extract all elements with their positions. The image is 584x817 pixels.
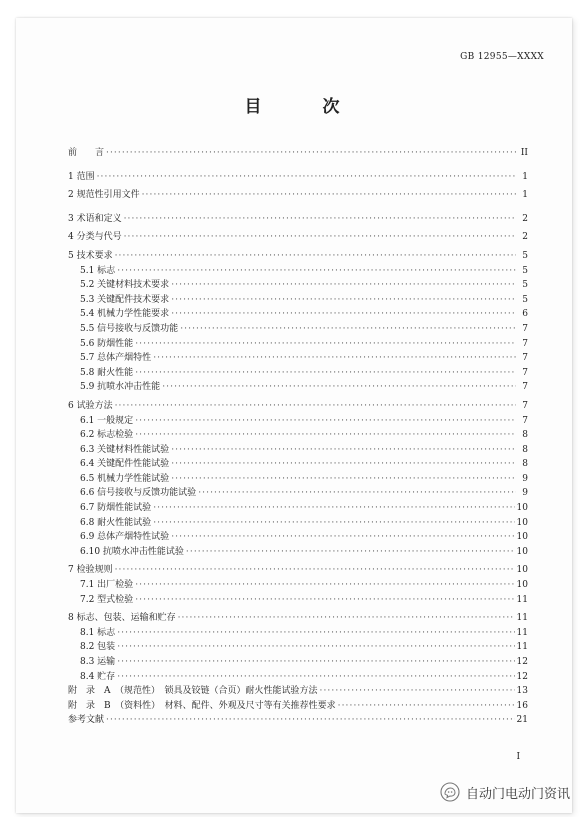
- toc-subentry[interactable]: [68, 516, 528, 531]
- watermark: [440, 782, 570, 802]
- toc-entry[interactable]: [68, 146, 528, 161]
- toc-entry-label: 5.9 抗喷水冲击性能: [80, 382, 161, 393]
- toc-entry-label: 6.3 关键材料性能试验: [80, 444, 170, 455]
- toc-entry-page: 12: [516, 671, 528, 682]
- toc-leader-dots: [162, 380, 516, 395]
- toc-subentry[interactable]: [68, 428, 528, 443]
- toc-leader-dots: [106, 713, 515, 728]
- toc-leader-dots: [135, 414, 516, 429]
- toc-entry-label: 8.1 标志: [80, 627, 116, 638]
- document-code: GB 12955—XXXX: [460, 52, 544, 62]
- toc-entry-label: 6.1 一般规定: [80, 415, 134, 426]
- toc-subentry[interactable]: [68, 501, 528, 516]
- toc-entry-label: 5.2 关键材料技术要求: [80, 280, 170, 291]
- toc-entry-page: 12: [516, 657, 528, 667]
- toc-leader-dots: [117, 670, 514, 685]
- toc-subentry[interactable]: [68, 640, 528, 655]
- toc-entry-page: 7: [522, 338, 528, 349]
- toc-entry-label: 5.1 标志: [80, 265, 116, 276]
- toc-subentry[interactable]: [68, 486, 528, 501]
- toc-leader-dots: [124, 212, 516, 227]
- toc-subentry[interactable]: [68, 351, 528, 366]
- toc-subentry[interactable]: [68, 380, 528, 395]
- toc-entry-label: 前 言: [68, 148, 105, 158]
- toc-entry[interactable]: [68, 713, 528, 728]
- toc-leader-dots: [153, 351, 516, 366]
- toc-leader-dots: [135, 593, 514, 608]
- toc-subentry[interactable]: [68, 414, 528, 429]
- toc-leader-dots: [135, 578, 514, 593]
- toc-entry-label: 6 试验方法: [68, 400, 113, 411]
- toc-leader-dots: [338, 699, 515, 714]
- toc-entry[interactable]: [68, 170, 528, 185]
- toc-entry-label: 7 检验规则: [68, 565, 113, 576]
- toc-leader-dots: [171, 278, 516, 293]
- toc-leader-dots: [97, 170, 516, 185]
- toc-entry[interactable]: [68, 699, 528, 714]
- toc-leader-dots: [320, 684, 515, 699]
- toc-leader-dots: [106, 146, 516, 161]
- toc-entry-page: 10: [516, 517, 528, 528]
- toc-entry-page: 5: [522, 294, 528, 305]
- toc-subentry[interactable]: [68, 593, 528, 608]
- toc-subentry[interactable]: [68, 545, 528, 560]
- toc-entry-page: 5: [522, 250, 528, 261]
- toc-entry-label: 附 录 B （资料性） 材料、配件、外观及尺寸等有关推荐性要求: [68, 700, 336, 711]
- toc-entry-page: 1: [522, 190, 528, 201]
- toc-entry-page: 9: [522, 473, 528, 484]
- toc-entry-page: 8: [522, 430, 528, 441]
- toc-entry-label: 5 技术要求: [68, 250, 113, 261]
- toc-leader-dots: [117, 640, 514, 655]
- toc-entry-label: 6.8 耐火性能试验: [80, 517, 152, 528]
- toc-entry-page: 13: [516, 686, 528, 697]
- toc-entry-page: 10: [516, 532, 528, 543]
- wechat-bubble-icon: [440, 782, 460, 802]
- toc-entry-label: 参考文献: [68, 715, 105, 726]
- toc-entry-label: 6.7 防烟性能试验: [80, 503, 152, 514]
- toc-entry-label: 5.5 信号接收与反馈功能: [80, 323, 179, 334]
- toc-leader-dots: [171, 443, 516, 458]
- toc-leader-dots: [171, 293, 516, 308]
- toc-entry-page: 7: [522, 367, 528, 378]
- toc-subentry[interactable]: [68, 443, 528, 458]
- page-title: 目 次: [244, 97, 362, 117]
- toc-entry-page: 2: [522, 213, 528, 224]
- toc-leader-dots: [135, 337, 516, 352]
- toc-entry[interactable]: [68, 188, 528, 203]
- toc-entry-label: 6.5 机械力学性能试验: [80, 473, 170, 484]
- toc-leader-dots: [180, 322, 516, 337]
- toc-entry[interactable]: [68, 230, 528, 245]
- watermark-text: 自动门电动门资讯: [465, 786, 570, 802]
- toc-entry-page: 10: [516, 546, 528, 557]
- toc-entry-page: 7: [522, 323, 528, 334]
- toc-leader-dots: [171, 530, 514, 545]
- toc-entry-page: 11: [516, 642, 528, 653]
- toc-entry-label: 7.1 出厂检验: [80, 580, 134, 591]
- toc-entry[interactable]: [68, 563, 528, 578]
- toc-entry-label: 8.4 贮存: [80, 671, 116, 682]
- toc-entry-label: 8.2 包装: [80, 642, 116, 653]
- toc-entry[interactable]: [68, 684, 528, 699]
- toc-subentry[interactable]: [68, 626, 528, 641]
- toc-entry-page: 2: [522, 232, 528, 243]
- toc-subentry[interactable]: [68, 655, 528, 670]
- toc-leader-dots: [124, 230, 516, 245]
- toc-entry-label: 8 标志、包装、运输和贮存: [68, 613, 176, 624]
- toc-entry-label: 1 范围: [68, 171, 95, 182]
- toc-entry-page: 1: [522, 171, 528, 182]
- toc-entry-page: 11: [516, 627, 528, 638]
- toc-entry-page: II: [520, 148, 528, 158]
- toc-entry-label: 3 术语和定义: [68, 213, 122, 224]
- toc-leader-dots: [117, 655, 514, 670]
- toc-leader-dots: [115, 249, 516, 264]
- toc-leader-dots: [117, 264, 516, 279]
- toc-entry-label: 5.7 总体产烟特性: [80, 353, 152, 364]
- toc-subentry[interactable]: [68, 337, 528, 352]
- toc-leader-dots: [115, 563, 515, 578]
- toc-leader-dots: [117, 626, 514, 641]
- toc-entry-page: 10: [516, 580, 528, 591]
- toc-entry-label: 4 分类与代号: [68, 232, 122, 243]
- toc-spacer: [68, 203, 528, 212]
- toc-entry-page: 21: [516, 715, 528, 726]
- toc-entry-label: 6.10 抗喷水冲击性能试验: [80, 546, 184, 557]
- toc-leader-dots: [135, 428, 516, 443]
- toc-entry-label: 6.9 总体产烟特性试验: [80, 532, 170, 543]
- toc-subentry[interactable]: [68, 293, 528, 308]
- toc-entry-label: 附 录 A （规范性） 锁具及铰链（合页）耐火性能试验方法: [68, 686, 318, 697]
- toc-entry[interactable]: [68, 212, 528, 227]
- toc-entry-page: 5: [522, 280, 528, 291]
- toc-entry-label: 5.6 防烟性能: [80, 338, 134, 349]
- toc-subentry[interactable]: [68, 322, 528, 337]
- toc-entry-page: 16: [516, 700, 528, 711]
- toc-leader-dots: [186, 545, 515, 560]
- toc-entry-page: 6: [522, 309, 528, 320]
- toc-leader-dots: [171, 472, 516, 487]
- toc-spacer: [68, 161, 528, 170]
- toc-entry[interactable]: [68, 611, 528, 626]
- toc-entry-label: 6.6 信号接收与反馈功能试验: [80, 488, 197, 499]
- toc-leader-dots: [135, 366, 516, 381]
- toc-entry-page: 11: [516, 613, 528, 624]
- toc-entry-label: 8.3 运输: [80, 657, 116, 667]
- toc-leader-dots: [115, 399, 516, 414]
- toc-entry-label: 6.2 标志检验: [80, 430, 134, 441]
- toc-subentry[interactable]: [68, 578, 528, 593]
- toc-entry-page: 7: [522, 382, 528, 393]
- toc-leader-dots: [198, 486, 516, 501]
- toc-entry[interactable]: [68, 399, 528, 414]
- toc-entry-label: 5.8 耐火性能: [80, 367, 134, 378]
- toc-entry-page: 8: [522, 444, 528, 455]
- toc-entry-page: 11: [516, 594, 528, 605]
- toc-leader-dots: [153, 516, 514, 531]
- toc-entry-label: 6.4 关键配件性能试验: [80, 459, 170, 470]
- toc-entry-label: 7.2 型式检验: [80, 594, 134, 605]
- toc-entry-page: 9: [522, 488, 528, 499]
- toc-subentry[interactable]: [68, 472, 528, 487]
- toc-leader-dots: [142, 188, 516, 203]
- toc-entry[interactable]: [68, 249, 528, 264]
- toc-subentry[interactable]: [68, 457, 528, 472]
- toc-subentry[interactable]: [68, 307, 528, 322]
- toc-leader-dots: [178, 611, 515, 626]
- toc-entry-label: 2 规范性引用文件: [68, 190, 140, 201]
- toc-subentry[interactable]: [68, 366, 528, 381]
- toc-subentry[interactable]: [68, 670, 528, 685]
- toc-entry-page: 7: [522, 400, 528, 411]
- toc-entry-page: 8: [522, 459, 528, 470]
- toc-entry-page: 10: [516, 503, 528, 514]
- toc-entry-page: 10: [516, 565, 528, 576]
- toc-entry-page: 5: [522, 265, 528, 276]
- toc-subentry[interactable]: [68, 264, 528, 279]
- table-of-contents: [68, 146, 528, 728]
- toc-leader-dots: [171, 307, 516, 322]
- toc-entry-page: 7: [522, 415, 528, 426]
- toc-leader-dots: [153, 501, 514, 516]
- toc-entry-page: 7: [522, 353, 528, 364]
- toc-entry-label: 5.4 机械力学性能要求: [80, 309, 170, 320]
- toc-subentry[interactable]: [68, 530, 528, 545]
- toc-entry-label: 5.3 关键配件技术要求: [80, 294, 170, 305]
- page-number: I: [516, 752, 520, 762]
- toc-subentry[interactable]: [68, 278, 528, 293]
- toc-leader-dots: [171, 457, 516, 472]
